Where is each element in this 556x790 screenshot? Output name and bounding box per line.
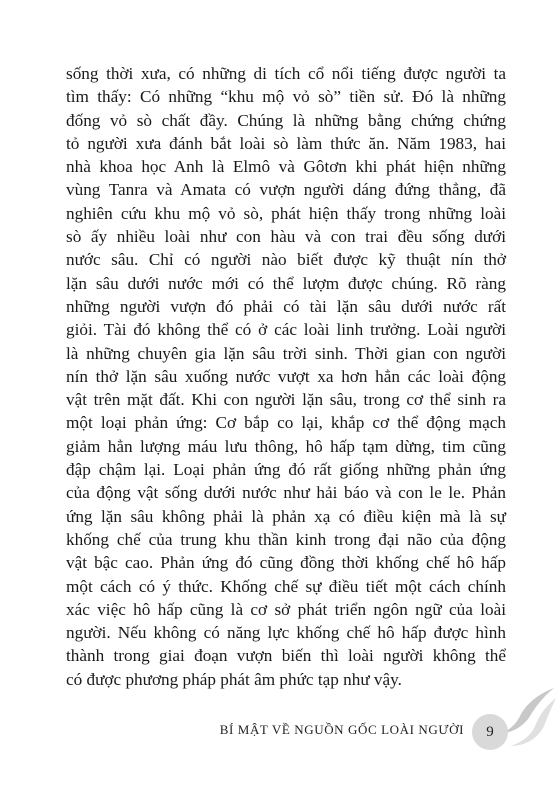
text-line: là những chuyên gia lặn sâu trời sinh. Thời gian con người	[66, 343, 506, 363]
text-line: nước sâu. Chỉ có người nào biết được kỹ thuật nín thở	[66, 250, 506, 270]
text-line: thành trong giai đoạn vượn biến thì loài người không thể	[66, 646, 506, 666]
text-line: người. Nếu không có năng lực khống chế hô hấp được hình	[66, 623, 506, 643]
text-line: một loại phản ứng: Cơ bắp co lại, khắp cơ thể động mạch	[66, 413, 506, 433]
text-line: những người vượn đó phải có tài lặn sâu dưới nước rất	[66, 296, 506, 316]
text-line: tìm thấy: Có những “khu mộ vỏ sò” tiền sử. Đó là những	[66, 87, 506, 107]
text-line: nín thở lặn sâu xuống nước vượt xa hơn hẳn các loài động	[66, 366, 506, 386]
text-line: giảm hẳn lượng máu lưu thông, hô hấp tạm dừng, tim cũng	[66, 436, 506, 456]
text-line: đống vỏ sò chất đầy. Chúng là những bằng chứng chứng	[66, 110, 506, 130]
text-line: có được phương pháp phát âm phức tạp như vậy.	[66, 669, 402, 689]
text-line: nghiên cứu khu mộ vỏ sò, phát hiện thấy trong những loài	[66, 203, 506, 223]
page-number: 9	[486, 724, 494, 740]
text-line: xác việc hô hấp cũng là cơ sở phát triển ngôn ngữ của loài	[66, 599, 506, 619]
text-line: lặn sâu dưới nước mới có thể lượm được chúng. Rõ ràng	[66, 273, 506, 293]
text-line: nhà khoa học Anh là Elmô và Gôtơn khi phát hiện những	[66, 157, 506, 177]
page-footer	[0, 714, 556, 754]
body-paragraph	[66, 62, 506, 691]
page-number-badge	[472, 714, 508, 750]
running-title: BÍ MẬT VỀ NGUỒN GỐC LOÀI NGƯỜI	[219, 722, 464, 737]
text-line: đập chậm lại. Loại phản ứng đó rất giống những phản ứng	[66, 460, 506, 480]
text-line: vật bậc cao. Phản ứng đó cũng đồng thời khống chế hô hấp	[66, 553, 506, 573]
text-line: sống thời xưa, có những di tích cổ nổi tiếng được người ta	[66, 64, 506, 83]
text-line: khống chế của trung khu thần kinh trong đại não của động	[66, 529, 506, 549]
text-line: vật trên mặt đất. Khi con người lặn sâu, trong cơ thể sinh ra	[66, 390, 506, 410]
text-line: sò ấy nhiều loài như con hàu và con trai đều sống dưới	[66, 227, 506, 247]
text-line: của động vật sống dưới nước như hải báo và con le le. Phản	[66, 483, 506, 503]
text-line: tỏ người xưa đánh bắt loài sò làm thức ăn. Năm 1983, hai	[66, 133, 506, 153]
text-line: vùng Tanra và Amata có vượn người dáng đứng thẳng, đã	[66, 180, 506, 200]
text-line: ứng lặn sâu không phải là phản xạ có điều kiện mà là sự	[66, 506, 506, 526]
text-line: một cách có ý thức. Khống chế sự điều tiết một cách chính	[66, 576, 506, 596]
text-line: giỏi. Tài đó không thể có ở các loài linh trưởng. Loài người	[66, 320, 506, 340]
